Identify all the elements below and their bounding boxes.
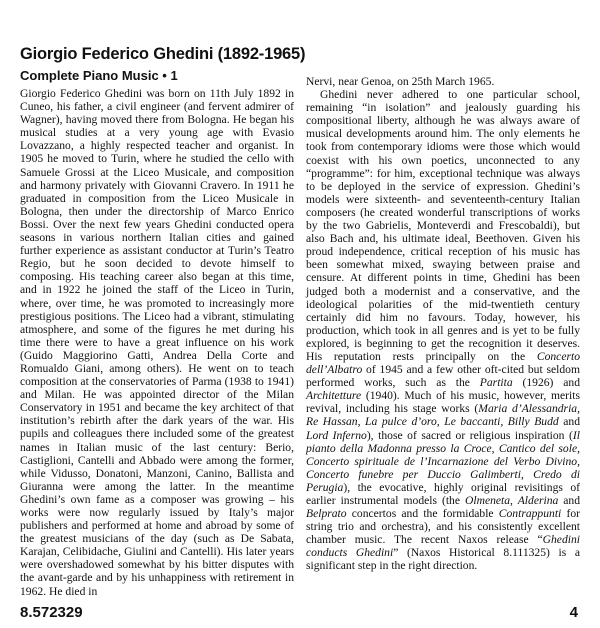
text-run: (1926) and <box>512 376 580 390</box>
work-title: Olmeneta, Alderina <box>464 494 559 507</box>
work-title: Il pianto della Madonna presso la Croce, Cantico del sole, Concerto spirituale de l’Incarnazione del Verbo Divino, Concerto funebre per Duccio Galimberti, Credo di Perugia <box>306 428 580 494</box>
work-title: Belprato <box>306 507 347 521</box>
text-run: ), the evocative, highly original revisitings of earlier instrumental models (the <box>306 480 580 507</box>
catalog-number: 8.572329 <box>20 604 83 621</box>
work-title: Maria d’Alessandria, Re Hassan, La pulce d’oro, Le baccanti, Billy Budd <box>306 402 580 429</box>
work-title: Partita <box>479 376 513 390</box>
text-run: for string trio and orchestra), and his consistently excellent chamber music. The recent Naxos release “ <box>306 507 581 547</box>
text-run: and <box>558 494 581 507</box>
text-run: of 1945 and a few other oft-cited but seldom performed works, such as the <box>306 363 580 390</box>
work-title: Concerto dell’Albatro <box>306 349 580 377</box>
page-number: 4 <box>569 604 578 621</box>
biography-conclusion: Nervi, near Genoa, on 25th March 1965. <box>306 75 495 88</box>
text-run: ” (Naxos Historical 8.111325) is a significant step in the right direction. <box>306 546 580 573</box>
work-title: Lord Inferno <box>306 428 367 442</box>
biography-paragraph: Giorgio Federico Ghedini was born on 11th July 1892 in Cuneo, his father, a civil engineer (and fervent admirer of Wagner), having moved there from Bologna. He began his musical studies at a very young age with Evasio Lovazzano, a highly respected teacher and organist. In 1905 he moved to Turin, where he studied the cello with Samuele Grossi at the Liceo Musicale, and composition and harmony privately with Giovanni Cravero. In 1911 he graduated in composition from the Liceo Musicale in Bologna, then under the directorship of Marco Enrico Bossi. Over the next few years Ghedini conducted opera seasons in various northern Italian cities and gained further experience as assistant conductor at Turin’s Teatro Regio, but he soon decided to devote himself to composing. His teaching career also began at this time, and in 1922 he joined the staff of the Liceo in Turin, where, over time, he was promoted to increasingly more prestigious positions. The Liceo had a vibrant, stimulating atmosphere, and some of the figures he met during his time there were to have a great influence on his work (Guido Maggiorino Gatti, Andrea Della Corte and Romualdo Giani, among others). He went on to teach composition at the conservatories of Parma (1938 to 1941) and Milan. He was appointed director of the Milan Conservatory in 1951 and became the key architect of that institution’s rebirth after the dark years of the war. His pupils and colleagues there included some of the greatest names in Italian music of the last century: Berio, Castiglioni, Cantelli and Abbado were among the former, while Vidusso, Donatoni, Manzoni, Canino, Ballista and Giuranna were among the latter. In the meantime Ghedini’s own fame as a composer was growing – his works were now regularly issued by Italy’s major publishers and performed at home and abroad by some of the greatest musicians of the day (such as De Sabata, Karajan, Celibidache, Giulini and Cantelli). His later years were overshadowed somewhat by his bitter disputes with the avant-garde and by his unhappiness with retirement in 1962. He died in <box>20 87 294 598</box>
text-run: (1940). Much of his music, however, merits revival, including his stage works ( <box>306 389 580 416</box>
left-column <box>20 87 294 598</box>
work-title: Architetture <box>306 389 362 403</box>
work-title: Ghedini conducts Ghedini <box>306 533 580 560</box>
text-run: ), those of sacred or religious inspiration ( <box>366 428 573 442</box>
page-subtitle: Complete Piano Music • 1 <box>20 68 178 83</box>
text-run: and <box>558 415 580 429</box>
right-column <box>306 75 580 573</box>
text-run: Ghedini never adhered to one particular school, remaining “in isolation” and jealously guarding his compositional liberty, although he was always aware of musical developments around him. The only elements he took from contemporary idioms were those which would coexist with his own poetics, unconnected to any “programme”: for him, exceptional technique was always to be deployed in the service of expression. Ghedini’s models were sixteenth- and seventeenth-century Italian composers (he created wonderful transcriptions of works by the two Gabrielis, Monteverdi and Frescobaldi), but also Bach and, his ultimate ideal, Beethoven. Given his proud independence, critical reception of his music has been somewhat mixed, swaying between praise and censure. At different points in time, Ghedini has been judged both a modernist and a conservative, and the ideological polarities of the mid-twentieth century certainly did him no favours. Today, however, his production, which took in all genres and is yet to be fully explored, is beginning to get the recognition it deserves. His reputation rests principally on the <box>306 88 580 363</box>
page-title: Giorgio Federico Ghedini (1892-1965) <box>20 45 306 63</box>
page-header <box>20 44 305 84</box>
work-title: Contrappunti <box>498 507 562 521</box>
reception-paragraph <box>306 88 580 572</box>
text-run: concertos and the formidable <box>346 507 499 521</box>
